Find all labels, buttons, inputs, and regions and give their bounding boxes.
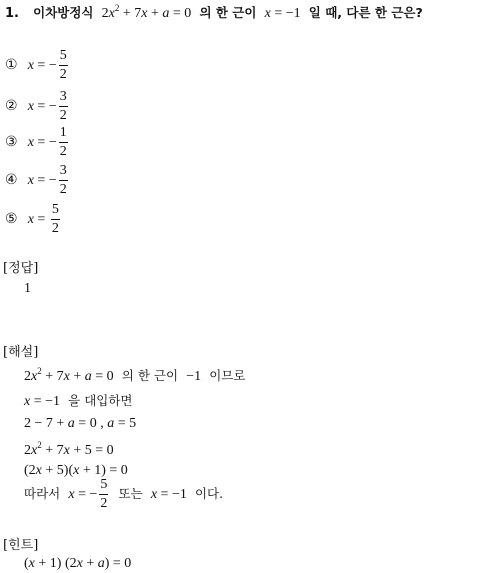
question-text: 이차방정식 bbox=[33, 5, 94, 20]
explanation-line-5: (2x + 5)(x + 1) = 0 bbox=[24, 463, 128, 478]
choice-marker: ⑤ bbox=[5, 211, 18, 227]
hint-heading: [힌트] bbox=[3, 538, 39, 553]
explanation-heading: [해설] bbox=[3, 345, 39, 360]
choice-4[interactable]: ④ x = − $\frac{3}{2}$ bbox=[5, 163, 67, 197]
explanation-line-3: 2 − 7 + a = 0 , a = 5 bbox=[24, 416, 137, 431]
explanation-line-1: $2x^2 + 7x + a = 0$ 의 한 근이 −1 이므로 bbox=[24, 366, 246, 384]
choice-5[interactable]: ⑤ x = $\frac{5}{2}$ bbox=[5, 202, 59, 236]
question-line bbox=[5, 3, 423, 22]
choice-marker: ① bbox=[5, 57, 18, 73]
choice-marker: ② bbox=[5, 98, 18, 114]
fraction: $\frac{3}{2}$ bbox=[59, 89, 67, 123]
fraction: $\frac{5}{2}$ bbox=[51, 202, 59, 236]
answer-value: 1 bbox=[24, 281, 31, 296]
choice-marker: ④ bbox=[5, 172, 18, 188]
choice-1[interactable]: ① x = − $\frac{5}{2}$ bbox=[5, 48, 67, 82]
choice-marker: ③ bbox=[5, 134, 18, 150]
fraction: $\frac{5}{2}$ bbox=[59, 48, 67, 82]
choice-2[interactable]: ② x = − $\frac{3}{2}$ bbox=[5, 89, 67, 123]
question-number: 1. bbox=[5, 6, 19, 21]
explanation-line-6: 따라서 x = − $\frac{5}{2}$ 또는 x = −1 이다. bbox=[24, 477, 224, 511]
question-middle: 의 한 근이 bbox=[199, 5, 257, 20]
question-tail: 일 때, 다른 한 근은? bbox=[308, 5, 423, 20]
fraction: $\frac{5}{2}$ bbox=[100, 477, 108, 511]
answer-heading: [정답] bbox=[3, 261, 39, 276]
choice-3[interactable]: ③ x = − $\frac{1}{2}$ bbox=[5, 125, 67, 159]
explanation-line-4: $2x^2 + 7x + 5 = 0$ bbox=[24, 440, 114, 458]
question-equation: $2x^2 + 7x + a = 0$ bbox=[101, 3, 192, 21]
fraction: $\frac{3}{2}$ bbox=[59, 163, 67, 197]
fraction: $\frac{1}{2}$ bbox=[59, 125, 67, 159]
question-condition: x = −1 bbox=[264, 6, 301, 21]
explanation-line-2: x = −1 을 대입하면 bbox=[24, 393, 133, 409]
hint-line: (x + 1) (2x + a) = 0 bbox=[24, 556, 132, 571]
